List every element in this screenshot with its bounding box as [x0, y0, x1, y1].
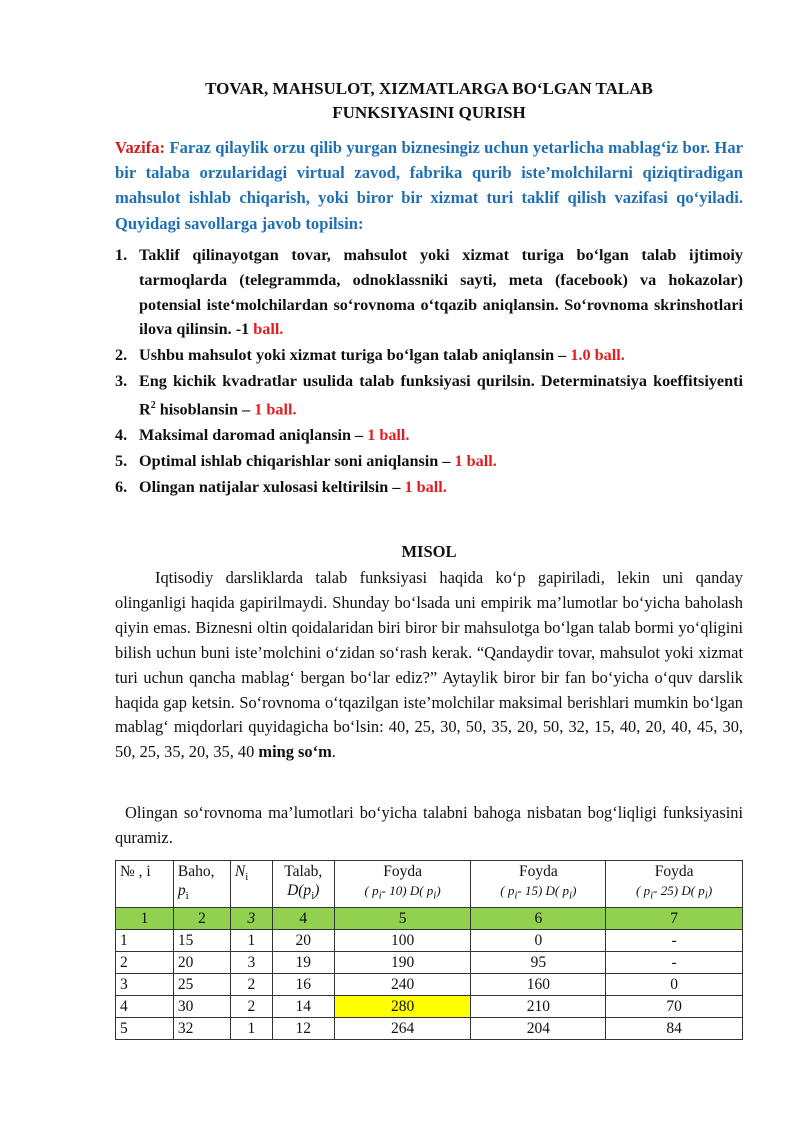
section-heading: MISOL [401, 542, 457, 561]
list-number: 5. [115, 451, 128, 470]
list-number: 4. [115, 425, 128, 444]
cell-foyda-25: 70 [606, 996, 743, 1018]
cell-n: 1 [230, 1018, 272, 1040]
list-text: Ushbu mahsulot yoki xizmat turiga bo‘lgan talab aniqlansin – [139, 346, 571, 365]
header-n: $N_i$ [230, 861, 272, 908]
cell-n: 1 [230, 930, 272, 952]
list-number: 1. [115, 246, 128, 264]
cell-baho: 30 [173, 996, 230, 1018]
paragraph-1 [115, 566, 743, 765]
list-item [115, 475, 743, 500]
cell-no: 4 [116, 996, 174, 1018]
cell-baho: 15 [173, 930, 230, 952]
table-row [116, 1018, 743, 1040]
list-item [115, 343, 743, 368]
list-text: Eng kichik kvadratlar usulida talab funksiyasi qurilsin. Determinatsiya koeffitsiyenti R [139, 371, 743, 419]
header-foyda-25: Foyda ( $p_i-$ 25) D( $p_i$) [606, 861, 743, 908]
header-talab: Talab, $D(p_i)$ [272, 861, 334, 908]
cell-foyda-10-highlighted: 280 [334, 996, 471, 1018]
superscript: 2 [150, 399, 156, 411]
cell-foyda-25: - [606, 952, 743, 974]
cell-foyda-15: 204 [471, 1018, 606, 1040]
cell-no: 2 [116, 952, 174, 974]
list-item [115, 423, 743, 448]
cell-foyda-10: 100 [334, 930, 471, 952]
cell-n: 2 [230, 996, 272, 1018]
table-row [116, 996, 743, 1018]
column-number: 2 [173, 908, 230, 930]
column-number: 3 [230, 908, 272, 930]
list-score: 1 ball. [367, 425, 410, 444]
cell-talab: 12 [272, 1018, 334, 1040]
cell-foyda-10: 240 [334, 974, 471, 996]
cell-baho: 32 [173, 1018, 230, 1040]
title-line-1: TOVAR, MAHSULOT, XIZMATLARGA BO‘LGAN TALAB [205, 79, 653, 98]
column-number: 1 [116, 908, 174, 930]
cell-foyda-10: 264 [334, 1018, 471, 1040]
cell-foyda-15: 0 [471, 930, 606, 952]
column-number: 4 [272, 908, 334, 930]
cell-talab: 16 [272, 974, 334, 996]
list-number: 6. [115, 477, 128, 496]
list-score: ball. [253, 320, 284, 339]
cell-foyda-25: 0 [606, 974, 743, 996]
list-item [115, 369, 743, 422]
task-text: Faraz qilaylik orzu qilib yurgan biznesingiz uchun yetarlicha mablag‘iz bor. Har bir talaba orzularidagi virtual zavod, fabrika qurib iste’molchilarni qiziqtiradigan mahsulot ishlab chiqarish, yoki biror bir xizmat turi taklif qilish vazifasi qo‘yiladi. Quyidagi savollarga javob topilsin: [115, 138, 743, 233]
cell-foyda-15: 95 [471, 952, 606, 974]
cell-foyda-15: 210 [471, 996, 606, 1018]
header-baho: Baho, $p_i$ [173, 861, 230, 908]
list-text: Taklif qilinayotgan tovar, mahsulot yoki xizmat turiga bo‘lgan talab ijtimoiy tarmoqlarda (telegrammda, odnoklassniki sayti, meta (facebook) va hokazolar) potensial iste‘molchilardan so‘rovnoma o‘tqazib aniqlansin. So‘rovnoma skrinshotlari ilova qilinsin. -1 [139, 246, 743, 339]
list-text: Olingan natijalar xulosasi keltirilsin – [139, 477, 405, 496]
cell-talab: 14 [272, 996, 334, 1018]
task-paragraph [115, 135, 743, 236]
list-item [115, 449, 743, 474]
paragraph-1-end: . [331, 742, 336, 762]
cell-no: 5 [116, 1018, 174, 1040]
header-foyda-10: Foyda ( $p_i-$ 10) D( $p_i$) [334, 861, 471, 908]
document-title [115, 77, 743, 125]
cell-no: 1 [116, 930, 174, 952]
list-score: 1 ball. [454, 451, 497, 470]
list-text-cont: hisoblansin – [155, 400, 255, 419]
column-numbering-row [116, 908, 743, 930]
header-no: № , i [116, 861, 174, 908]
cell-foyda-25: 84 [606, 1018, 743, 1040]
cell-baho: 25 [173, 974, 230, 996]
cell-foyda-15: 160 [471, 974, 606, 996]
cell-n: 3 [230, 952, 272, 974]
list-score: 1 ball. [404, 477, 447, 496]
list-number: 3. [115, 371, 128, 390]
paragraph-1-bold: ming so‘m [258, 742, 332, 762]
list-text: Optimal ishlab chiqarishlar soni aniqlansin – [139, 451, 455, 470]
demand-table [115, 860, 743, 1040]
cell-talab: 19 [272, 952, 334, 974]
list-score: 1 ball. [254, 400, 297, 419]
list-score: 1.0 ball. [570, 346, 625, 365]
cell-n: 2 [230, 974, 272, 996]
table-row [116, 952, 743, 974]
column-number: 7 [606, 908, 743, 930]
table-row [116, 930, 743, 952]
list-number: 2. [115, 346, 128, 365]
cell-no: 3 [116, 974, 174, 996]
list-item [115, 243, 743, 342]
header-foyda-15: Foyda ( $p_i-$ 15) D( $p_i$) [471, 861, 606, 908]
table-row [116, 974, 743, 996]
cell-talab: 20 [272, 930, 334, 952]
column-number: 6 [471, 908, 606, 930]
cell-foyda-10: 190 [334, 952, 471, 974]
task-list [115, 243, 743, 500]
cell-baho: 20 [173, 952, 230, 974]
list-text: Maksimal daromad aniqlansin – [139, 425, 368, 444]
paragraph-1-text: Iqtisodiy darsliklarda talab funksiyasi haqida ko‘p gapiriladi, lekin uni qanday olinganligi haqida gapirilmaydi. Shunday bo‘lsada uni empirik ma’lumotlar bo‘yicha baholash qiyin emas. Biznesni oltin qoidalaridan biri biror bir mahsulotga bo‘lgan talab bormi yo‘qligini bilish uchun buni iste’molchini o‘zidan so‘rash kerak. “Qandaydir tovar, mahsulot yoki xizmat turi uchun qancha mablag‘ bergan bo‘lar ediz?” Aytaylik biror bir fan bo‘yicha o‘quv darslik haqida gap ketsin. So‘rovnoma o‘tqazilgan iste’molchilar maksimal berishlari mumkin bo‘lgan mablag‘ miqdorlari quyidagicha bo‘lsin: 40, 25, 30, 50, 35, 20, 50, 32, 15, 40, 20, 40, 45, 30, 50, 25, 35, 20, 35, 40 [115, 568, 743, 762]
title-line-2: FUNKSIYASINI QURISH [332, 103, 526, 122]
cell-foyda-25: - [606, 930, 743, 952]
paragraph-2: Olingan so‘rovnoma ma’lumotlari bo‘yicha talabni bahoga nisbatan bog‘liqligi funksiyasini quramiz. [115, 803, 743, 847]
task-label: Vazifa: [115, 138, 166, 157]
column-number: 5 [334, 908, 471, 930]
table-header-row [116, 861, 743, 908]
